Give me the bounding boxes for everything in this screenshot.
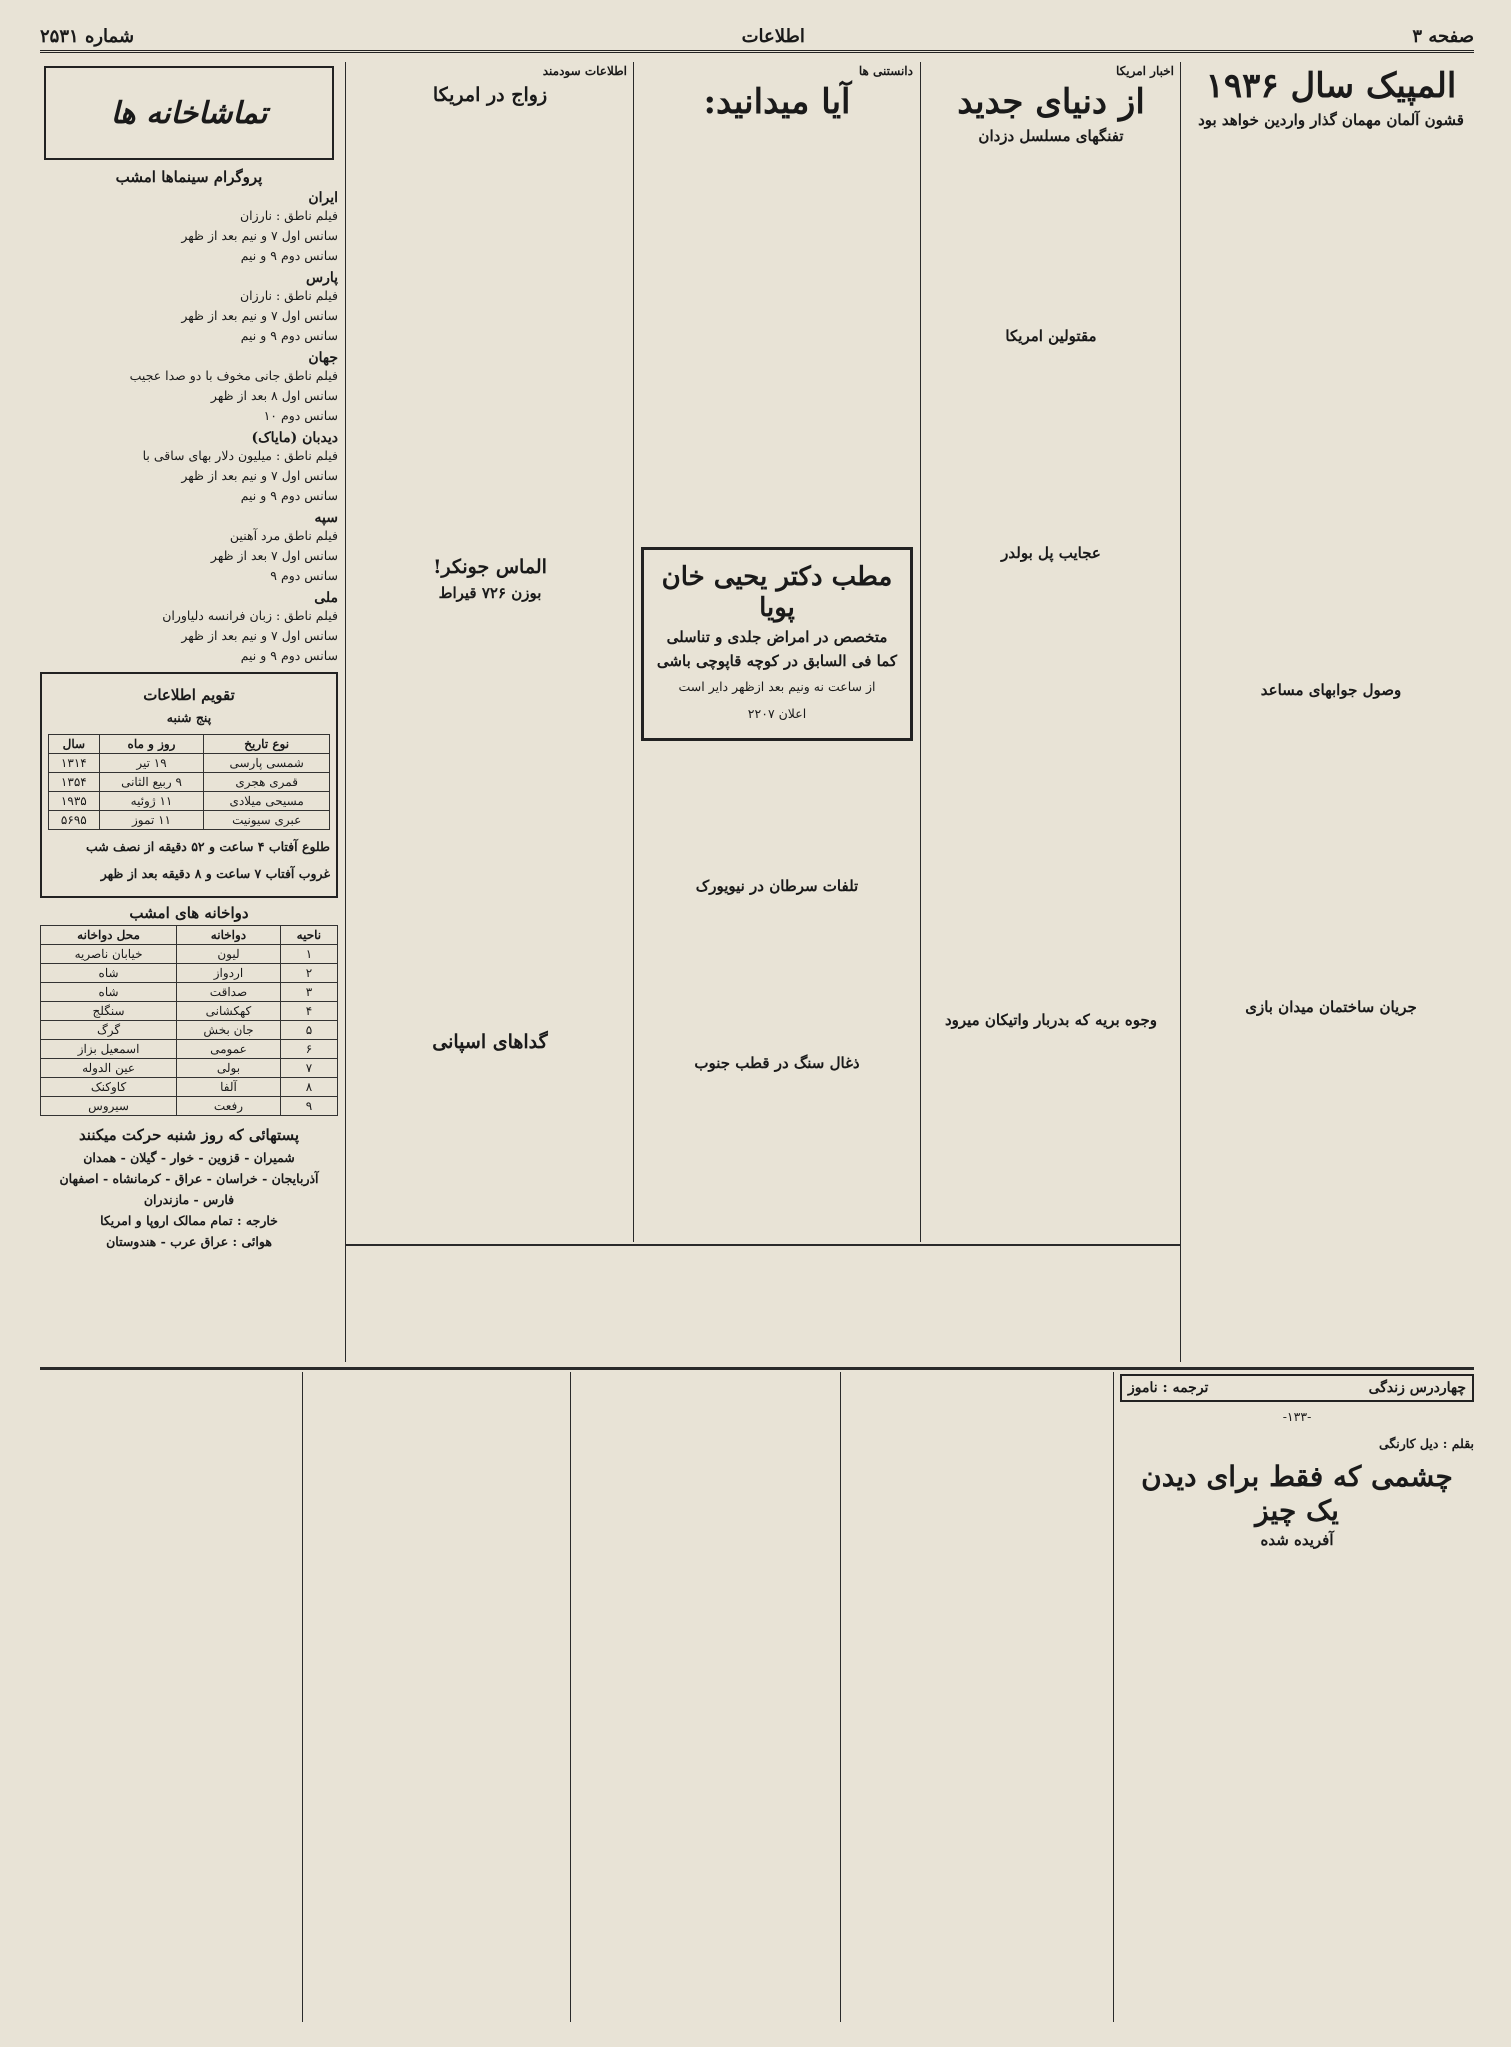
pharmacy-cell: سنگلج — [41, 1002, 177, 1021]
cinema-list — [40, 190, 338, 666]
pharmacy-row — [41, 1040, 338, 1059]
article-text — [353, 110, 627, 550]
pharmacy-cell: عمومی — [177, 1040, 281, 1059]
pharmacy-row — [41, 1002, 338, 1021]
post-line: هوائی : عراق عرب - هندوستان — [106, 1234, 272, 1249]
pharmacy-header: دواخانه — [177, 926, 281, 945]
post-line: خارجه : تمام ممالک اروپا و امریکا — [100, 1213, 278, 1228]
cinema-entry — [40, 430, 338, 506]
section-heading: مقتولین امریکا — [1005, 326, 1097, 345]
article-text — [40, 1374, 296, 2014]
calendar-cell: ۱۹۳۵ — [49, 792, 100, 811]
pharmacy-cell: اسمعیل بزاز — [41, 1040, 177, 1059]
serial-author: بقلم : دیل کارنگی — [1378, 1436, 1474, 1451]
pharmacy-cell: ۴ — [280, 1002, 337, 1021]
cinema-film: فیلم ناطق : میلیون دلار بهای ساقی با — [142, 448, 338, 463]
calendar-cell: ۵۶۹۵ — [49, 811, 100, 830]
issue-number: شماره ۲۵۳۱ — [40, 25, 135, 47]
pharmacy-cell: ۳ — [280, 983, 337, 1002]
olympics-article — [1188, 62, 1474, 1362]
cinema-film: فیلم ناطق : نارزان — [239, 208, 338, 223]
article-title: زواج در امریکا — [432, 84, 548, 106]
cinema-entry — [40, 270, 338, 346]
doctor-advertisement — [641, 547, 913, 741]
calendar-cell: ۱۹ تیر — [99, 754, 204, 773]
article-text — [641, 898, 913, 1048]
section-heading: عجایب پل بولدر — [1001, 543, 1101, 562]
article-subtitle: تفنگهای مسلسل دزدان — [978, 126, 1124, 145]
calendar-row — [49, 754, 330, 773]
masthead — [40, 22, 1474, 53]
calendar-cell: مسیحی میلادی — [204, 792, 330, 811]
pharmacy-cell: جان بخش — [177, 1021, 281, 1040]
cinema-showtime: سانس اول ۷ و نیم بعد از ظهر — [181, 228, 338, 243]
serial-header — [1120, 1374, 1474, 1402]
serial-column-title: چهاردرس زندگی — [1368, 1380, 1466, 1396]
post-line: شمیران - قزوین - خوار - گیلان - همدان — [83, 1150, 295, 1165]
pharmacy-row — [41, 1097, 338, 1116]
pharmacy-cell: عین الدوله — [41, 1059, 177, 1078]
pharmacy-cell: رفعت — [177, 1097, 281, 1116]
serial-story — [1120, 1374, 1474, 2022]
pharmacy-row — [41, 945, 338, 964]
theater-logo: تماشاخانه ها — [44, 66, 334, 160]
cinema-showtime: سانس اول ۷ و نیم بعد از ظهر — [181, 468, 338, 483]
serial-text-column — [848, 1374, 1106, 2022]
calendar-table — [48, 734, 330, 830]
article-text — [1120, 1555, 1474, 1975]
cinema-film: فیلم ناطق : زبان فرانسه دلیاوران — [162, 608, 338, 623]
article-text — [1188, 702, 1474, 992]
calendar-cell: ۱۳۱۴ — [49, 754, 100, 773]
cinema-entry — [40, 350, 338, 426]
serial-text-column — [578, 1374, 834, 2022]
ad-line: اعلان ۲۲۰۷ — [747, 706, 807, 722]
cinema-film: فیلم ناطق مرد آهنین — [229, 528, 338, 543]
pharmacy-table — [40, 925, 338, 1116]
article-text — [928, 565, 1174, 1005]
pharmacy-row — [41, 1078, 338, 1097]
cinema-showtime: سانس اول ۷ و نیم بعد از ظهر — [181, 628, 338, 643]
pharmacy-cell: کهکشانی — [177, 1002, 281, 1021]
pharmacy-cell: ۶ — [280, 1040, 337, 1059]
article-text — [928, 1032, 1174, 1152]
calendar-title: تقویم اطلاعات — [143, 686, 235, 704]
sunset-time: غروب آفتاب ۷ ساعت و ۸ دقیقه بعد از ظهر — [100, 866, 330, 881]
cinema-entry — [40, 510, 338, 586]
calendar-cell: ۱۳۵۴ — [49, 773, 100, 792]
pharmacy-header: ناحیه — [280, 926, 337, 945]
calendar-cell: ۱۱ ژوئیه — [99, 792, 204, 811]
article-text — [1188, 1019, 1474, 1319]
serial-text-column — [40, 1374, 296, 2022]
pharmacy-cell: صداقت — [177, 983, 281, 1002]
cinema-entry — [40, 190, 338, 266]
did-you-know-article — [641, 62, 913, 1242]
ad-line: از ساعت نه ونیم بعد ازظهر دایر است — [678, 679, 876, 695]
cinema-film: فیلم ناطق جانی مخوف با دو صدا عجیب — [129, 368, 338, 383]
cinema-entry — [40, 590, 338, 666]
page-number: صفحه ۳ — [1412, 25, 1474, 47]
section-heading: تلفات سرطان در نیویورک — [695, 877, 859, 896]
article-title: از دنیای جدید — [957, 82, 1145, 122]
pharmacy-cell: ۵ — [280, 1021, 337, 1040]
article-text — [928, 348, 1174, 538]
paper-name: اطلاعات — [741, 25, 805, 47]
ad-title: مطب دکتر یحیی خان پویا — [661, 561, 893, 623]
pharmacy-header: محل دواخانه — [41, 926, 177, 945]
cinema-showtime: سانس دوم ۹ — [270, 568, 338, 583]
cinema-showtime: سانس دوم ۹ و نیم — [240, 328, 338, 343]
post-line: آذربایجان - خراسان - عراق - کرمانشاه - اصفهان — [59, 1171, 319, 1186]
section-heading: گداهای اسپانی — [432, 1031, 548, 1053]
section-heading: ذغال سنگ در قطب جنوب — [694, 1054, 860, 1073]
article-kicker: اخبار امریکا — [1115, 64, 1174, 78]
sunrise-time: طلوع آفتاب ۴ ساعت و ۵۲ دقیقه از نصف شب — [85, 839, 330, 854]
pharmacy-row — [41, 1059, 338, 1078]
pharmacy-title: دواخانه های امشب — [129, 904, 249, 922]
calendar-row — [49, 792, 330, 811]
pharmacy-row — [41, 964, 338, 983]
listings-column — [40, 62, 338, 1362]
pharmacy-row — [41, 983, 338, 1002]
calendar-cell: شمسی پارسی — [204, 754, 330, 773]
pharmacy-cell: ۸ — [280, 1078, 337, 1097]
article-kicker: اطلاعات سودمند — [542, 64, 627, 78]
cinema-name: ملی — [314, 590, 338, 606]
pharmacy-row — [41, 1021, 338, 1040]
serial-subtitle: آفریده شده — [1260, 1531, 1334, 1550]
cinema-name: ایران — [308, 190, 338, 206]
program-title: پروگرام سینماها امشب — [115, 168, 263, 186]
calendar-cell: قمری هجری — [204, 773, 330, 792]
pharmacy-cell: کاوکنک — [41, 1078, 177, 1097]
pharmacy-cell: ۱ — [280, 945, 337, 964]
article-subtitle: قشون آلمان مهمان گذار واردین خواهد بود — [1198, 110, 1464, 129]
calendar-cell: ۹ ربیع الثانی — [99, 773, 204, 792]
cinema-name: پارس — [305, 270, 338, 286]
pharmacy-cell: آلفا — [177, 1078, 281, 1097]
cinema-name: سپه — [314, 510, 338, 526]
pharmacy-cell: خیابان ناصریه — [41, 945, 177, 964]
cinema-name: دیدبان (مایاک) — [251, 430, 338, 446]
ad-line: متخصص در امراض جلدی و تناسلی — [666, 628, 888, 647]
calendar-box — [40, 672, 338, 898]
serial-title: چشمی که فقط برای دیدن یک چیز — [1141, 1460, 1453, 1527]
section-heading: وجوه بریه که بدربار واتیکان میرود — [944, 1010, 1158, 1029]
cinema-name: جهان — [308, 350, 338, 366]
pharmacy-cell: ۹ — [280, 1097, 337, 1116]
section-heading: بوزن ۷۲۶ قیراط — [438, 584, 542, 602]
article-title: المپیک سال ۱۹۳۶ — [1205, 66, 1457, 106]
cinema-showtime: سانس دوم ۱۰ — [263, 408, 338, 423]
pharmacy-cell: شاه — [41, 964, 177, 983]
calendar-header: سال — [49, 735, 100, 754]
serial-translator: ترجمه : ناموز — [1128, 1380, 1209, 1396]
pharmacy-cell: ۷ — [280, 1059, 337, 1078]
newspaper-page — [40, 22, 1474, 2022]
cinema-showtime: سانس اول ۷ بعد از ظهر — [210, 548, 338, 563]
serial-text-column — [310, 1374, 564, 2022]
post-title: پستهائی که روز شنبه حرکت میکنند — [78, 1126, 300, 1144]
section-heading: وصول جوابهای مساعد — [1260, 680, 1402, 699]
cinema-showtime: سانس دوم ۹ و نیم — [240, 648, 338, 663]
article-text — [310, 1374, 564, 2014]
article-text — [578, 1374, 834, 2014]
article-kicker: دانستنی ها — [858, 64, 913, 78]
pharmacy-cell: شاه — [41, 983, 177, 1002]
article-text — [928, 151, 1174, 321]
pharmacy-cell: لیون — [177, 945, 281, 964]
calendar-header: روز و ماه — [99, 735, 204, 754]
cinema-film: فیلم ناطق : نارزان — [239, 288, 338, 303]
calendar-row — [49, 773, 330, 792]
article-title: آیا میدانید: — [703, 82, 851, 122]
section-heading: الماس جونکر! — [433, 556, 547, 578]
ad-line: کما فی السابق در کوچه قاپوچی باشی — [656, 652, 898, 671]
serial-episode: -۱۳۳- — [1282, 1409, 1312, 1424]
calendar-day: پنج شنبه — [166, 710, 212, 725]
pharmacy-cell: سیروس — [41, 1097, 177, 1116]
calendar-header: نوع تاریخ — [204, 735, 330, 754]
article-text — [353, 605, 627, 1025]
cinema-showtime: سانس دوم ۹ و نیم — [240, 488, 338, 503]
cinema-showtime: سانس اول ۸ بعد از ظهر — [210, 388, 338, 403]
pharmacy-cell: بولی — [177, 1059, 281, 1078]
calendar-cell: ۱۱ تموز — [99, 811, 204, 830]
section-heading: جریان ساختمان میدان بازی — [1245, 997, 1417, 1016]
cinema-showtime: سانس دوم ۹ و نیم — [240, 248, 338, 263]
article-text — [848, 1374, 1106, 2014]
calendar-row — [49, 811, 330, 830]
pharmacy-cell: ۲ — [280, 964, 337, 983]
article-text — [641, 741, 913, 871]
new-world-article — [928, 62, 1174, 1242]
pharmacy-cell: گرگ — [41, 1021, 177, 1040]
article-text — [1188, 135, 1474, 675]
article-text — [641, 127, 913, 547]
pharmacy-cell: اردواز — [177, 964, 281, 983]
cinema-showtime: سانس اول ۷ و نیم بعد از ظهر — [181, 308, 338, 323]
calendar-cell: عبری سیونیت — [204, 811, 330, 830]
post-line: فارس - مازندران — [143, 1192, 235, 1207]
useful-info-article — [353, 62, 627, 1362]
